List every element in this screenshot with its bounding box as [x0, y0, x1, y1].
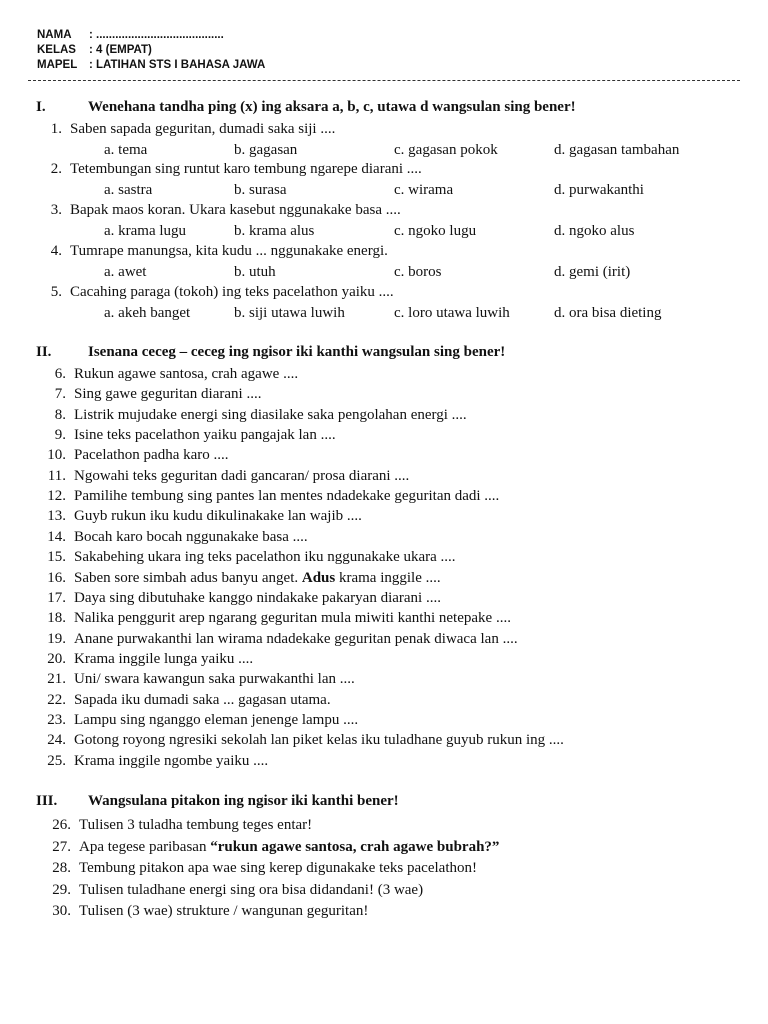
question-row — [36, 649, 253, 669]
question-row — [36, 445, 229, 465]
question-row — [36, 669, 355, 689]
question-text: Saben sore simbah adus banyu anget. — [74, 569, 302, 586]
question-text: Lampu sing nganggo eleman jenenge lampu .... — [74, 711, 359, 728]
answer-options — [0, 262, 768, 282]
question-number: 5. — [50, 284, 62, 300]
question-text: Nalika penggurit arep ngarang geguritan mula miwiti kanthi netepake .... — [74, 610, 511, 627]
question-number: 3. — [50, 202, 62, 218]
answer-options — [0, 303, 768, 323]
question-text: Bocah karo bocah nggunakake basa .... — [74, 528, 308, 545]
subject-value: : LATIHAN STS I BAHASA JAWA — [89, 59, 266, 71]
section-2-number: II. — [36, 344, 52, 360]
question-keyword: “rukun agawe santosa, crah agawe bubrah?” — [210, 838, 500, 855]
option-b[interactable]: b. utuh — [234, 264, 276, 280]
question-text: Sapada iku dumadi saka ... gagasan utama. — [74, 691, 331, 708]
question-row — [36, 405, 467, 425]
question-text: Tulisen tuladhane energi sing ora bisa didandani! (3 wae) — [79, 881, 424, 898]
option-c[interactable]: c. gagasan pokok — [394, 142, 498, 158]
question-keyword: Adus — [301, 569, 336, 586]
question-text: Uni/ swara kawangun saka purwakanthi lan .... — [74, 671, 355, 688]
section-2-title — [36, 344, 505, 361]
question-number: 2. — [50, 161, 62, 177]
question-text: Gotong royong ngresiki sekolah lan piket kelas iku tuladhane guyub rukun ing .... — [74, 732, 564, 749]
question-number: 26. — [52, 817, 71, 833]
question-text: Rukun agawe santosa, crah agawe .... — [74, 366, 299, 382]
question-row — [36, 608, 511, 628]
question-number: 20. — [47, 650, 66, 667]
question-row — [36, 815, 312, 835]
question-text: Sing gawe geguritan diarani .... — [74, 386, 262, 403]
question-row — [36, 588, 441, 608]
question-row — [40, 241, 388, 261]
question-row — [36, 568, 441, 588]
section-3-title — [36, 793, 399, 810]
option-d[interactable]: d. ora bisa dieting — [554, 305, 662, 321]
question-number: 9. — [54, 427, 66, 444]
question-number: 7. — [54, 386, 66, 403]
question-row — [36, 901, 368, 921]
section-1-title — [36, 99, 576, 116]
answer-options — [0, 180, 768, 200]
section-2-instruction: Isenana ceceg – ceceg ing ngisor iki kanthi wangsulan sing bener! — [88, 344, 506, 360]
question-number: 1. — [50, 121, 62, 137]
question-number: 23. — [47, 711, 66, 728]
question-number: 21. — [47, 671, 66, 688]
question-text: Krama inggile lunga yaiku .... — [74, 650, 254, 667]
question-row — [36, 506, 362, 526]
question-text: Tulisen (3 wae) strukture / wangunan geguritan! — [79, 903, 369, 919]
question-row — [36, 629, 518, 649]
option-a[interactable]: a. krama lugu — [104, 223, 187, 239]
question-number: 18. — [47, 610, 66, 627]
question-text: Daya sing dibutuhake kanggo nindakake pakaryan diarani .... — [74, 589, 441, 606]
option-d[interactable]: d. purwakanthi — [554, 182, 644, 198]
question-text: Apa tegese paribasan — [79, 838, 211, 855]
class-value: : 4 (EMPAT) — [89, 44, 152, 56]
option-d[interactable]: d. gemi (irit) — [554, 264, 631, 280]
question-text: Cacahing paraga (tokoh) ing teks pacelathon yaiku .... — [70, 284, 394, 300]
question-number: 11. — [47, 467, 66, 484]
question-text: Isine teks pacelathon yaiku pangajak lan .... — [74, 427, 336, 444]
question-text: Pacelathon padha karo .... — [74, 447, 229, 464]
question-number: 13. — [47, 508, 66, 525]
answer-options — [0, 140, 768, 160]
option-d[interactable]: d. gagasan tambahan — [554, 142, 680, 158]
question-text: Saben sapada geguritan, dumadi saka siji .... — [70, 121, 336, 137]
section-1-number: I. — [36, 99, 46, 115]
header-divider — [28, 80, 740, 81]
option-b[interactable]: b. siji utawa luwih — [234, 305, 345, 321]
student-header — [37, 28, 265, 73]
question-text: Tembung pitakon apa wae sing kerep digunakake teks pacelathon! — [79, 860, 477, 876]
question-number: 15. — [47, 549, 66, 566]
question-number: 29. — [52, 881, 71, 898]
option-d[interactable]: d. ngoko alus — [554, 223, 635, 239]
question-number: 8. — [54, 406, 66, 423]
name-label: NAMA — [37, 29, 72, 41]
section-3-instruction: Wangsulana pitakon ing ngisor iki kanthi bener! — [88, 793, 399, 809]
subject-label: MAPEL — [37, 59, 78, 71]
question-text: Tetembungan sing runtut karo tembung ngarepe diarani .... — [70, 161, 422, 177]
question-text: Anane purwakanthi lan wirama ndadekake geguritan penak diwaca lan .... — [74, 630, 518, 647]
question-text: Ngowahi teks geguritan dadi gancaran/ prosa diarani .... — [74, 467, 410, 484]
question-row — [40, 159, 422, 179]
question-row — [40, 119, 335, 139]
question-number: 4. — [50, 243, 62, 259]
question-number: 19. — [47, 630, 66, 647]
question-number: 12. — [47, 488, 66, 505]
question-row — [36, 486, 499, 506]
question-number: 10. — [47, 447, 66, 464]
question-text: Listrik mujudake energi sing diasilake saka pengolahan energi .... — [74, 406, 467, 423]
option-b[interactable]: b. gagasan — [234, 142, 298, 158]
question-text: Tulisen 3 tuladha tembung teges entar! — [79, 817, 313, 833]
option-c[interactable]: c. loro utawa luwih — [394, 305, 510, 321]
option-a[interactable]: a. akeh banget — [104, 305, 191, 321]
question-text: Guyb rukun iku kudu dikulinakake lan wajib .... — [74, 508, 362, 525]
question-number: 25. — [47, 752, 66, 769]
question-row — [36, 858, 477, 878]
class-label: KELAS — [37, 44, 76, 56]
question-number: 14. — [47, 528, 66, 545]
option-b[interactable]: b. surasa — [234, 182, 287, 198]
question-row — [36, 364, 298, 384]
question-row — [36, 466, 409, 486]
name-field: : ........................................ — [89, 29, 224, 41]
question-text: Tumrape manungsa, kita kudu ... nggunakake energi. — [70, 243, 388, 259]
option-a[interactable]: a. sastra — [104, 182, 153, 198]
question-number: 6. — [54, 366, 66, 382]
option-b[interactable]: b. krama alus — [234, 223, 315, 239]
option-a[interactable]: a. awet — [104, 264, 147, 280]
question-number: 28. — [52, 860, 71, 876]
question-row — [36, 751, 268, 771]
question-number: 30. — [52, 903, 71, 919]
answer-options — [0, 221, 768, 241]
question-number: 27. — [52, 838, 71, 855]
question-text: Krama inggile ngombe yaiku .... — [74, 752, 269, 769]
question-row — [36, 690, 331, 710]
question-row — [36, 730, 564, 750]
option-c[interactable]: c. wirama — [394, 182, 454, 198]
section-3-number: III. — [36, 793, 58, 809]
question-number: 24. — [47, 732, 66, 749]
question-row — [40, 282, 394, 302]
question-number: 16. — [47, 569, 66, 586]
question-row — [36, 384, 261, 404]
question-text: Bapak maos koran. Ukara kasebut nggunakake basa .... — [70, 202, 401, 218]
question-row — [36, 527, 308, 547]
question-text: Sakabehing ukara ing teks pacelathon iku nggunakake ukara .... — [74, 549, 456, 566]
question-number: 22. — [47, 691, 66, 708]
question-number: 17. — [47, 589, 66, 606]
question-text: Pamilihe tembung sing pantes lan mentes ndadekake geguritan dadi .... — [74, 488, 500, 505]
question-row — [36, 710, 358, 730]
question-row — [36, 837, 499, 857]
option-c[interactable]: c. ngoko lugu — [394, 223, 477, 239]
option-a[interactable]: a. tema — [104, 142, 148, 158]
question-row — [36, 547, 456, 567]
question-row — [40, 200, 401, 220]
question-row — [36, 425, 336, 445]
question-row — [36, 880, 423, 900]
option-c[interactable]: c. boros — [394, 264, 442, 280]
question-text-end: krama inggile .... — [335, 569, 441, 586]
section-1-instruction: Wenehana tandha ping (x) ing aksara a, b, c, utawa d wangsulan sing bener! — [88, 99, 576, 115]
